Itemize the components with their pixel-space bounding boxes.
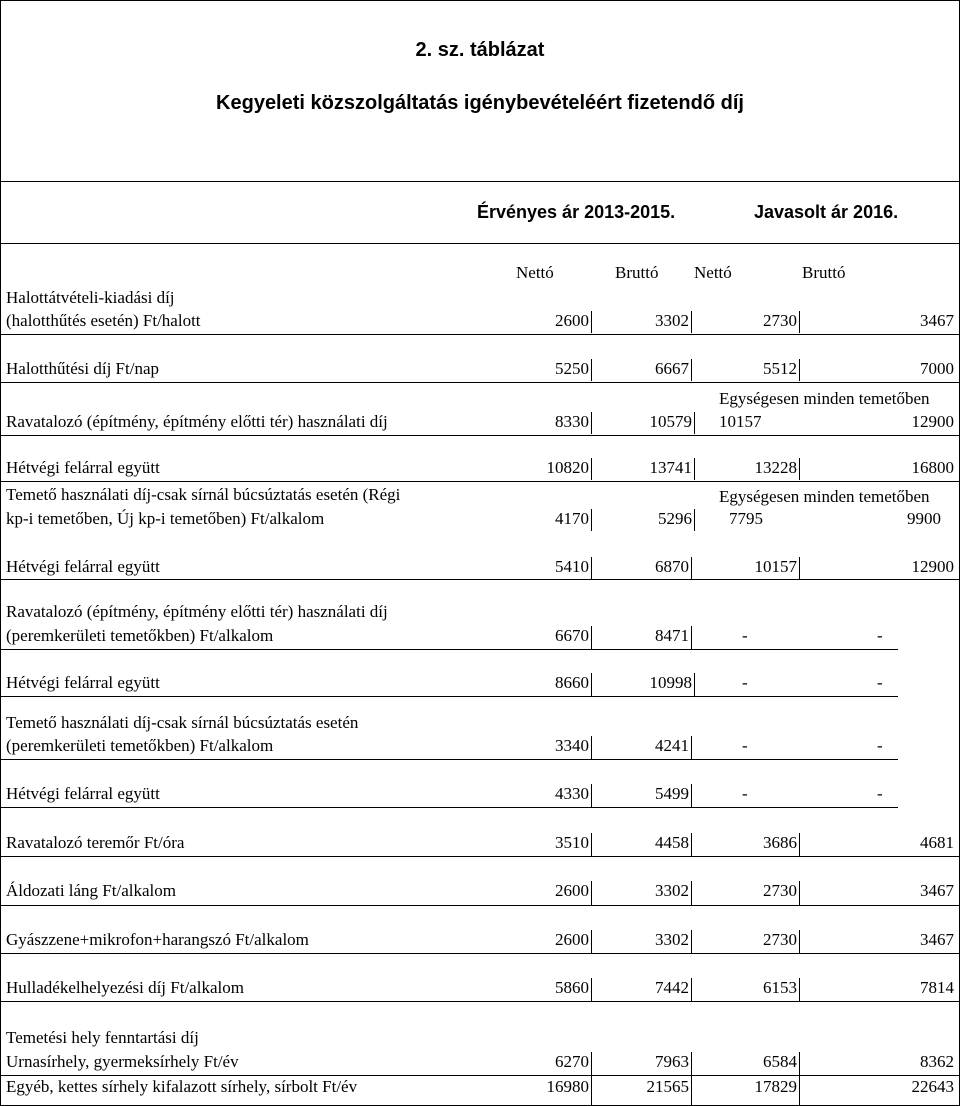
grid-line xyxy=(799,359,800,381)
table-number: 2. sz. táblázat xyxy=(415,39,545,61)
row-11-v3: 3686 xyxy=(763,833,797,852)
row-14-border xyxy=(0,1001,959,1002)
grid-line xyxy=(799,458,800,480)
grid-line xyxy=(799,833,800,856)
row-9-label-line1: Temető használati díj-csak sírnál búcsúztatás esetén xyxy=(6,713,359,732)
col-brutto-1: Bruttó xyxy=(615,263,659,282)
row-6-v3: 10157 xyxy=(754,557,797,576)
grid-line xyxy=(591,833,592,856)
row-5-v2: 5296 xyxy=(658,509,692,528)
row-2-v3: 5512 xyxy=(763,359,797,378)
grid-line xyxy=(691,311,692,333)
row-12-v1: 2600 xyxy=(555,881,589,900)
grid-line xyxy=(591,736,592,759)
row-3-v2: 10579 xyxy=(649,412,692,431)
row-7-border xyxy=(0,649,898,650)
row-8-v3: - xyxy=(742,673,748,692)
row-6-v4: 12900 xyxy=(911,557,954,576)
row-14-v1: 5860 xyxy=(555,978,589,997)
grid-line xyxy=(691,736,692,759)
grid-line xyxy=(591,311,592,333)
row-6-border xyxy=(0,579,959,580)
grid-line xyxy=(591,673,592,696)
row-3-v4: 12900 xyxy=(911,412,954,431)
row-7-v2: 8471 xyxy=(655,626,689,645)
grid-line xyxy=(591,978,592,1001)
row-17-v2: 21565 xyxy=(646,1077,689,1096)
row-11-v2: 4458 xyxy=(655,833,689,852)
grid-line xyxy=(694,412,695,434)
header-proposed-price: Javasolt ár 2016. xyxy=(754,202,899,222)
row-5-label-line1: Temető használati díj-csak sírnál búcsúztatás esetén (Régi xyxy=(6,485,401,504)
row-4-v1: 10820 xyxy=(546,458,589,477)
row-16-v2: 7963 xyxy=(655,1052,689,1071)
row-10-label: Hétvégi felárral együtt xyxy=(6,784,160,803)
row-9-label-line2: (peremkerületi temetőkben) Ft/alkalom xyxy=(6,736,274,755)
row-16-v1: 6270 xyxy=(555,1052,589,1071)
row-1-v1: 2600 xyxy=(555,311,589,330)
row-3-note: Egységesen minden temetőben xyxy=(719,389,930,408)
row-2-v4: 7000 xyxy=(920,359,954,378)
grid-line xyxy=(691,1052,692,1105)
row-16-v3: 6584 xyxy=(763,1052,797,1071)
grid-line xyxy=(694,458,695,480)
row-4-v3: 13228 xyxy=(754,458,797,477)
row-9-border xyxy=(0,759,898,760)
row-4-label: Hétvégi felárral együtt xyxy=(6,458,160,477)
grid-line xyxy=(799,978,800,1001)
row-8-v1: 8660 xyxy=(555,673,589,692)
row-11-v1: 3510 xyxy=(555,833,589,852)
grid-line xyxy=(799,557,800,579)
row-12-border xyxy=(0,905,959,906)
row-4-v4: 16800 xyxy=(911,458,954,477)
row-10-v1: 4330 xyxy=(555,784,589,803)
row-13-v3: 2730 xyxy=(763,930,797,949)
grid-line xyxy=(591,930,592,953)
row-17-v4: 22643 xyxy=(911,1077,954,1096)
row-7-v4: - xyxy=(877,626,883,645)
row-12-v3: 2730 xyxy=(763,881,797,900)
grid-line xyxy=(591,784,592,807)
row-1-v2: 3302 xyxy=(655,311,689,330)
row-14-v2: 7442 xyxy=(655,978,689,997)
row-5-note: Egységesen minden temetőben xyxy=(719,487,930,506)
row-13-v2: 3302 xyxy=(655,930,689,949)
grid-line xyxy=(799,311,800,333)
row-10-v2: 5499 xyxy=(655,784,689,803)
row-13-v4: 3467 xyxy=(920,930,954,949)
row-6-v2: 6870 xyxy=(655,557,689,576)
row-10-v3: - xyxy=(742,784,748,803)
row-13-label: Gyászzene+mikrofon+harangszó Ft/alkalom xyxy=(6,930,309,949)
row-5-v4: 9900 xyxy=(907,509,941,528)
row-8-v2: 10998 xyxy=(649,673,692,692)
row-3-border xyxy=(0,435,959,436)
grid-line xyxy=(591,509,592,531)
row-3-v3: 10157 xyxy=(719,412,762,431)
row-9-v2: 4241 xyxy=(655,736,689,755)
row-11-v4: 4681 xyxy=(920,833,954,852)
row-1-v3: 2730 xyxy=(763,311,797,330)
row-1-border xyxy=(0,334,959,335)
row-10-v4: - xyxy=(877,784,883,803)
grid-line xyxy=(591,412,592,434)
row-1-label-line2: (halotthűtés esetén) Ft/halott xyxy=(6,311,201,330)
row-5-label-line2: kp-i temetőben, Új kp-i temetőben) Ft/alkalom xyxy=(6,509,325,528)
row-8-label: Hétvégi felárral együtt xyxy=(6,673,160,692)
grid-line xyxy=(691,978,692,1001)
row-12-v2: 3302 xyxy=(655,881,689,900)
header-valid-price: Érvényes ár 2013-2015. xyxy=(477,202,676,222)
row-16-label: Urnasírhely, gyermeksírhely Ft/év xyxy=(6,1052,239,1071)
row-7-v1: 6670 xyxy=(555,626,589,645)
row-10-border xyxy=(0,807,898,808)
col-netto-2: Nettó xyxy=(694,263,732,282)
row-7-label-line1: Ravatalozó (építmény, építmény előtti tér) használati díj xyxy=(6,602,388,621)
col-netto-1: Nettó xyxy=(516,263,554,282)
grid-line xyxy=(691,626,692,649)
row-1-v4: 3467 xyxy=(920,311,954,330)
header-section xyxy=(1,181,959,244)
row-13-v1: 2600 xyxy=(555,930,589,949)
row-9-v3: - xyxy=(742,736,748,755)
row-5-v1: 4170 xyxy=(555,509,589,528)
grid-line xyxy=(799,1052,800,1105)
row-17-label: Egyéb, kettes sírhely kifalazott sírhely, sírbolt Ft/év xyxy=(6,1077,358,1096)
row-14-v3: 6153 xyxy=(763,978,797,997)
grid-line xyxy=(691,784,692,807)
row-9-v4: - xyxy=(877,736,883,755)
row-2-border xyxy=(0,382,959,383)
grid-line xyxy=(691,881,692,905)
row-4-border xyxy=(0,481,959,482)
grid-line xyxy=(591,881,592,905)
table-title: Kegyeleti közszolgáltatás igénybevételéért fizetendő díj xyxy=(216,92,744,114)
grid-line xyxy=(591,359,592,381)
grid-line xyxy=(694,509,695,531)
row-3-label: Ravatalozó (építmény, építmény előtti tér) használati díj xyxy=(6,412,388,431)
grid-line xyxy=(591,557,592,579)
row-12-v4: 3467 xyxy=(920,881,954,900)
row-8-v4: - xyxy=(877,673,883,692)
row-16-border xyxy=(0,1075,959,1076)
grid-line xyxy=(799,930,800,953)
grid-line xyxy=(694,673,695,696)
row-14-label: Hulladékelhelyezési díj Ft/alkalom xyxy=(6,978,244,997)
row-12-label: Áldozati láng Ft/alkalom xyxy=(6,881,176,900)
row-7-label-line2: (peremkerületi temetőkben) Ft/alkalom xyxy=(6,626,274,645)
row-6-v1: 5410 xyxy=(555,557,589,576)
row-11-label: Ravatalozó teremőr Ft/óra xyxy=(6,833,185,852)
row-3-v1: 8330 xyxy=(555,412,589,431)
row-2-v2: 6667 xyxy=(655,359,689,378)
row-4-v2: 13741 xyxy=(649,458,692,477)
row-9-v1: 3340 xyxy=(555,736,589,755)
grid-line xyxy=(799,881,800,905)
row-17-v1: 16980 xyxy=(546,1077,589,1096)
row-14-v4: 7814 xyxy=(920,978,954,997)
row-11-border xyxy=(0,856,959,857)
row-13-border xyxy=(0,953,959,954)
row-16-v4: 8362 xyxy=(920,1052,954,1071)
row-7-v3: - xyxy=(742,626,748,645)
col-brutto-2: Bruttó xyxy=(802,263,846,282)
grid-line xyxy=(691,833,692,856)
row-1-label-line1: Halottátvételi-kiadási díj xyxy=(6,288,175,307)
row-6-label: Hétvégi felárral együtt xyxy=(6,557,160,576)
grid-line xyxy=(691,359,692,381)
grid-line xyxy=(591,626,592,649)
row-2-label: Halotthűtési díj Ft/nap xyxy=(6,359,159,378)
title-section xyxy=(1,1,959,182)
row-15-label: Temetési hely fenntartási díj xyxy=(6,1028,199,1047)
row-5-v3: 7795 xyxy=(729,509,763,528)
grid-line xyxy=(691,930,692,953)
grid-line xyxy=(591,458,592,480)
grid-line xyxy=(591,1052,592,1105)
row-2-v1: 5250 xyxy=(555,359,589,378)
row-8-border xyxy=(0,696,898,697)
grid-line xyxy=(691,557,692,579)
row-17-v3: 17829 xyxy=(754,1077,797,1096)
